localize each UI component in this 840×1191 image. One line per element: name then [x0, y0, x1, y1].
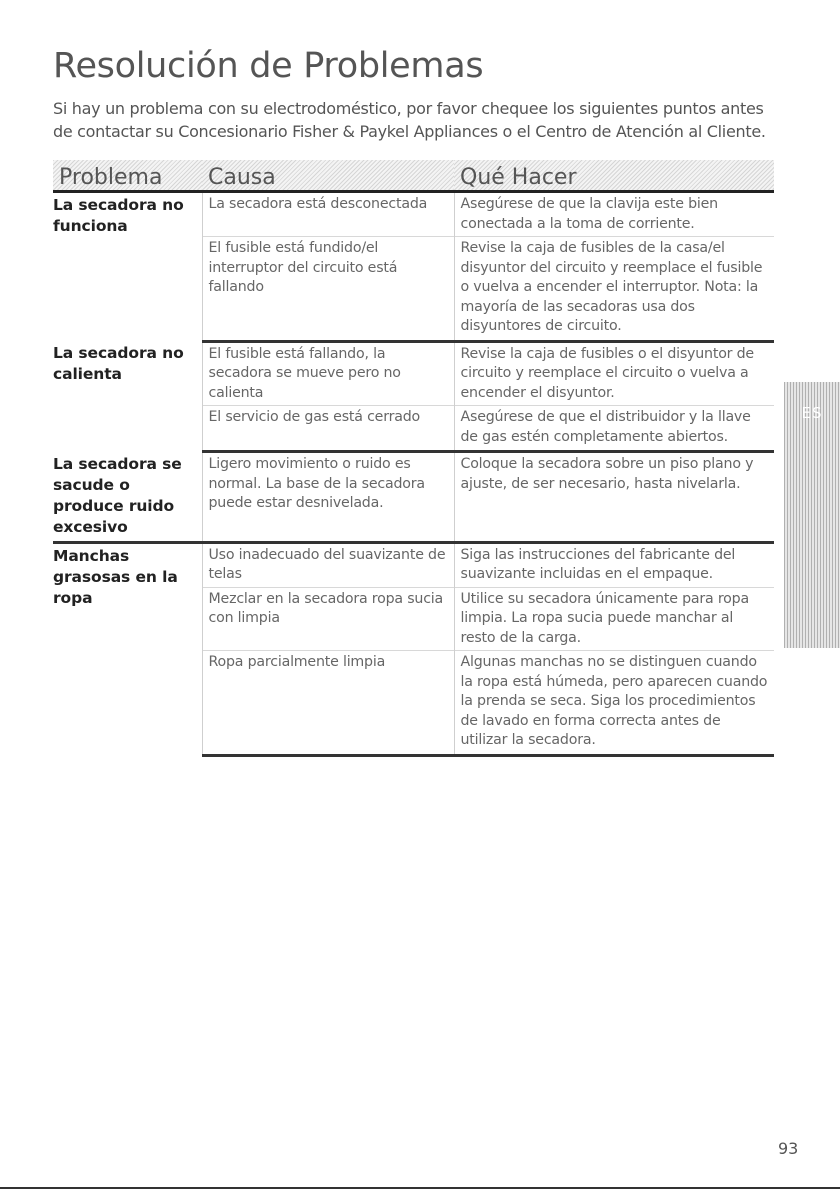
intro-paragraph: Si hay un problema con su electrodoméstico, por favor chequee los siguientes puntos antes de contactar su Concesionario Fisher & Paykel Appliances o el Centro de Atención al Cliente.	[53, 99, 766, 141]
solution-cell: Utilice su secadora únicamente para ropa limpia. La ropa sucia puede manchar al resto de la carga.	[454, 587, 774, 651]
cause-cell: Ligero movimiento o ruido es normal. La base de la secadora puede estar desnivelada.	[202, 452, 454, 543]
solution-cell: Coloque la secadora sobre un piso plano y ajuste, de ser necesario, hasta nivelarla.	[454, 452, 774, 543]
solution-cell: Asegúrese de que el distribuidor y la llave de gas estén completamente abiertos.	[454, 406, 774, 452]
table-header	[53, 160, 774, 192]
troubleshooting-table	[53, 160, 774, 757]
header-cause: Causa	[202, 160, 454, 192]
cause-cell: El fusible está fallando, la secadora se mueve pero no calienta	[202, 341, 454, 406]
cause-cell: Ropa parcialmente limpia	[202, 651, 454, 756]
solution-cell: Revise la caja de fusibles o el disyuntor de circuito y reemplace el circuito o vuelva a encender el disyuntor.	[454, 341, 774, 406]
solution-cell: Asegúrese de que la clavija este bien conectada a la toma de corriente.	[454, 192, 774, 237]
problem-cell: La secadora no funciona	[53, 196, 184, 235]
problem-cell: La secadora no calienta	[53, 344, 184, 383]
cause-cell: El fusible está fundido/el interruptor del circuito está fallando	[202, 237, 454, 342]
page-number: 93	[778, 1139, 799, 1158]
header-solution: Qué Hacer	[454, 160, 774, 192]
header-problem: Problema	[53, 160, 202, 192]
language-side-tab	[784, 382, 840, 648]
language-tab-label: ES	[801, 404, 823, 422]
page-title: Resolución de Problemas	[53, 46, 484, 86]
table-row	[53, 542, 774, 587]
cause-cell: La secadora está desconectada	[202, 192, 454, 237]
problem-cell: La secadora se sacude o produce ruido excesivo	[53, 452, 202, 543]
cause-cell: El servicio de gas está cerrado	[202, 406, 454, 452]
solution-cell: Revise la caja de fusibles de la casa/el disyuntor del circuito y reemplace el fusible o vuelva a encender el interruptor. Nota: la mayoría de las secadoras usa dos disyuntores de circuito.	[454, 237, 774, 342]
table-row	[53, 192, 774, 237]
cause-cell: Uso inadecuado del suavizante de telas	[202, 542, 454, 587]
table-body	[53, 192, 774, 756]
bottom-divider	[0, 1187, 840, 1189]
table-row	[53, 452, 774, 543]
solution-cell: Algunas manchas no se distinguen cuando la ropa está húmeda, pero aparecen cuando la prenda se seca. Siga los procedimientos de lavado en forma correcta antes de utilizar la secadora.	[454, 651, 774, 756]
cause-cell: Mezclar en la secadora ropa sucia con limpia	[202, 587, 454, 651]
problem-cell: Manchas grasosas en la ropa	[53, 546, 178, 607]
solution-cell: Siga las instrucciones del fabricante del suavizante incluidas en el empaque.	[454, 542, 774, 587]
table-row	[53, 341, 774, 406]
